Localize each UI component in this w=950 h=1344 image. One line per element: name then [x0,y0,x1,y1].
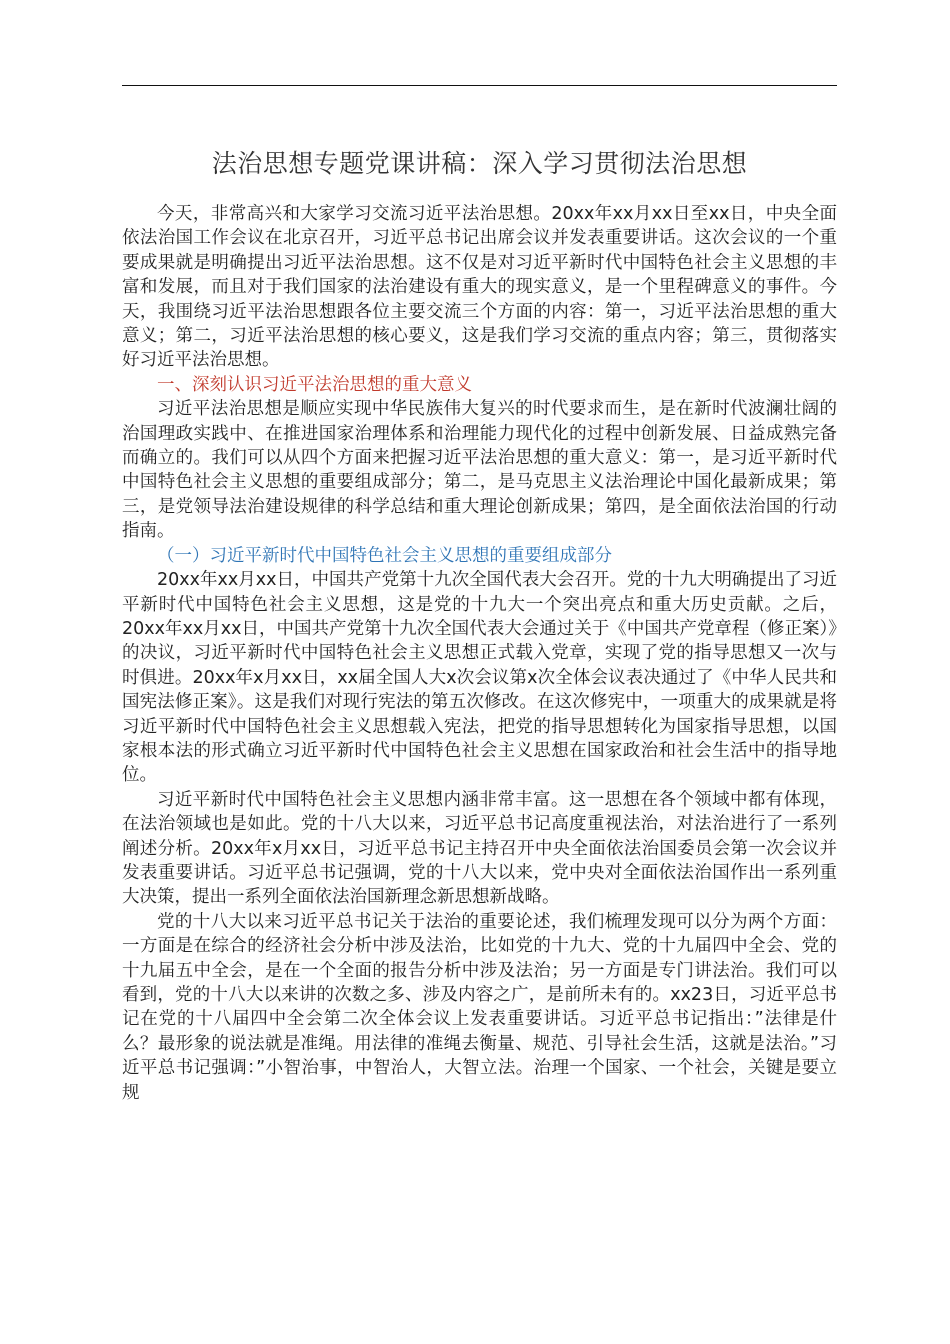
paragraph-subsection-1a: 20xx年xx月xx日，中国共产党第十九次全国代表大会召开。党的十九大明确提出了习近平新时代中国特色社会主义思想，这是党的十九大一个突出亮点和重大历史贡献。之后，20xx年xx月xx日，中国共产党第十九次全国代表大会通过关于《中国共产党章程（修正案）》的决议，习近平新时代中国特色社会主义思想正式载入党章，实现了党的指导思想又一次与时俱进。20xx年x月xx日，xx届全国人大x次会议第x次全体会议表决通过了《中华人民共和国宪法修正案》。这是我们对现行宪法的第五次修改。在这次修宪中，一项重大的成果就是将习近平新时代中国特色社会主义思想载入宪法，把党的指导思想转化为国家指导思想，以国家根本法的形式确立习近平新时代中国特色社会主义思想在国家政治和社会生活中的指导地位。 [122,570,837,786]
paragraph-intro: 今天，非常高兴和大家学习交流习近平法治思想。20xx年xx月xx日至xx日，中央全面依法治国工作会议在北京召开，习近平总书记出席会议并发表重要讲话。这次会议的一个重要成果就是明确提出习近平法治思想。这不仅是对习近平新时代中国特色社会主义思想的丰富和发展，而且对于我们国家的法治建设有重大的现实意义，是一个里程碑意义的事件。今天，我围绕习近平法治思想跟各位主要交流三个方面的内容：第一，习近平法治思想的重大意义；第二，习近平法治思想的核心要义，这是我们学习交流的重点内容；第三，贯彻落实好习近平法治思想。 [122,204,837,371]
subsection-heading-1: （一）习近平新时代中国特色社会主义思想的重要组成部分 [157,545,612,566]
paragraph-subsection-1c: 党的十八大以来习近平总书记关于法治的重要论述，我们梳理发现可以分为两个方面：一方面是在综合的经济社会分析中涉及法治，比如党的十九大、党的十九届四中全会、党的十九届五中全会，是在一个全面的报告分析中涉及法治；另一方面是专门讲法治。我们可以看到，党的十八大以来讲的次数之多、涉及内容之广，是前所未有的。xx23日，习近平总书记在党的十八届四中全会第二次全体会议上发表重要讲话。习近平总书记指出：”法律是什么？最形象的说法就是准绳。用法律的准绳去衡量、规范、引导社会生活，这就是法治。”习近平总书记强调：”小智治事，中智治人，大智立法。治理一个国家、一个社会，关键是要立规 [122,911,837,1103]
paragraph-section-1: 习近平法治思想是顺应实现中华民族伟大复兴的时代要求而生，是在新时代波澜壮阔的治国理政实践中、在推进国家治理体系和治理能力现代化的过程中创新发展、日益成熟完备而确立的。我们可以从四个方面来把握习近平法治思想的重大意义：第一，是习近平新时代中国特色社会主义思想的重要组成部分；第二，是马克思主义法治理论中国化最新成果；第三，是党领导法治建设规律的科学总结和重大理论创新成果；第四，是全面依法治国的行动指南。 [122,399,837,542]
section-heading-1: 一、深刻认识习近平法治思想的重大意义 [157,374,472,395]
header-rule [122,85,837,86]
document-body [122,202,837,1105]
paragraph-subsection-1b: 习近平新时代中国特色社会主义思想内涵非常丰富。这一思想在各个领域中都有体现，在法治领域也是如此。党的十八大以来，习近平总书记高度重视法治，对法治进行了一系列阐述分析。20xx年x月xx日，习近平总书记主持召开中央全面依法治国委员会第一次会议并发表重要讲话。习近平总书记强调，党的十八大以来，党中央对全面依法治国作出一系列重大决策，提出一系列全面依法治国新理念新思想新战略。 [122,789,837,908]
page-title: 法治思想专题党课讲稿：深入学习贯彻法治思想 [211,149,748,178]
